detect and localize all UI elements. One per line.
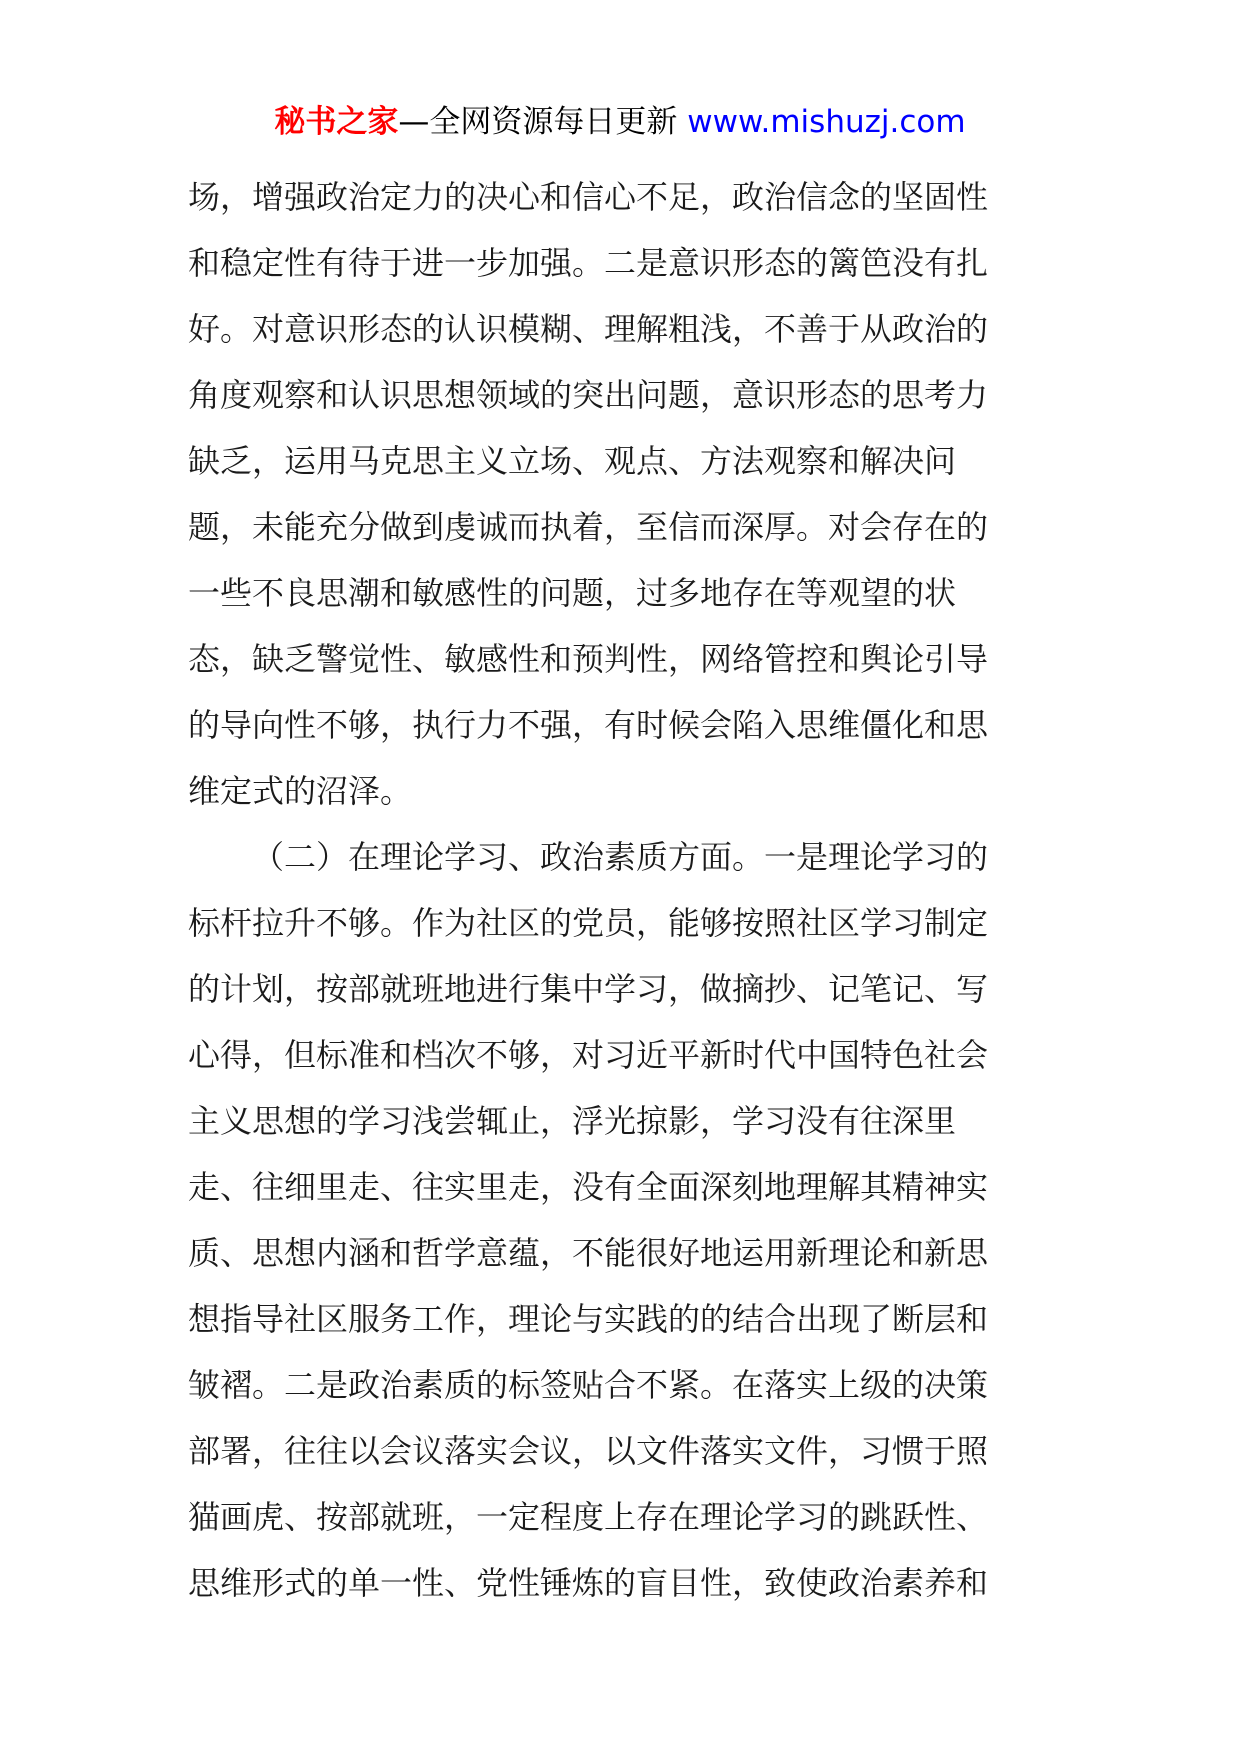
site-tagline: —全网资源每日更新 (398, 104, 678, 140)
text-line: 皱褶。二是政治素质的标签贴合不紧。在落实上级的决策 (188, 1366, 989, 1404)
text-line: 标杆拉升不够。作为社区的党员，能够按照社区学习制定 (188, 904, 989, 942)
text-line: 场，增强政治定力的决心和信心不足，政治信念的坚固性 (188, 178, 989, 216)
text-line: 维定式的沼泽。 (188, 772, 413, 810)
text-line: 部署，往往以会议落实会议，以文件落实文件，习惯于照 (188, 1432, 989, 1470)
site-header (0, 100, 1240, 144)
document-body (188, 164, 1052, 1616)
text-line: 和稳定性有待于进一步加强。二是意识形态的篱笆没有扎 (188, 244, 989, 282)
text-line: 猫画虎、按部就班，一定程度上存在理论学习的跳跃性、 (188, 1498, 989, 1536)
text-line: 好。对意识形态的认识模糊、理解粗浅，不善于从政治的 (188, 310, 989, 348)
text-line: 质、思想内涵和哲学意蕴，不能很好地运用新理论和新思 (188, 1234, 989, 1272)
text-line: 缺乏，运用马克思主义立场、观点、方法观察和解决问 (188, 442, 957, 480)
text-line: 的导向性不够，执行力不强，有时候会陷入思维僵化和思 (188, 706, 989, 744)
text-line: 态，缺乏警觉性、敏感性和预判性，网络管控和舆论引导 (188, 640, 989, 678)
text-line: 想指导社区服务工作，理论与实践的的结合出现了断层和 (188, 1300, 989, 1338)
text-line: 走、往细里走、往实里走，没有全面深刻地理解其精神实 (188, 1168, 989, 1206)
text-line: 一些不良思潮和敏感性的问题，过多地存在等观望的状 (188, 574, 957, 612)
text-line: 思维形式的单一性、党性锤炼的盲目性，致使政治素养和 (188, 1564, 989, 1602)
section-heading-line: （二）在理论学习、政治素质方面。一是理论学习的 (252, 838, 989, 876)
site-brand: 秘书之家 (274, 104, 399, 140)
text-line: 的计划，按部就班地进行集中学习，做摘抄、记笔记、写 (188, 970, 989, 1008)
text-line: 角度观察和认识思想领域的突出问题，意识形态的思考力 (188, 376, 989, 414)
text-line: 题，未能充分做到虔诚而执着，至信而深厚。对会存在的 (188, 508, 989, 546)
text-line: 心得，但标准和档次不够，对习近平新时代中国特色社会 (188, 1036, 989, 1074)
text-line: 主义思想的学习浅尝辄止，浮光掠影，学习没有往深里 (188, 1102, 957, 1140)
site-url-link[interactable]: www.mishuzj.com (687, 104, 966, 140)
